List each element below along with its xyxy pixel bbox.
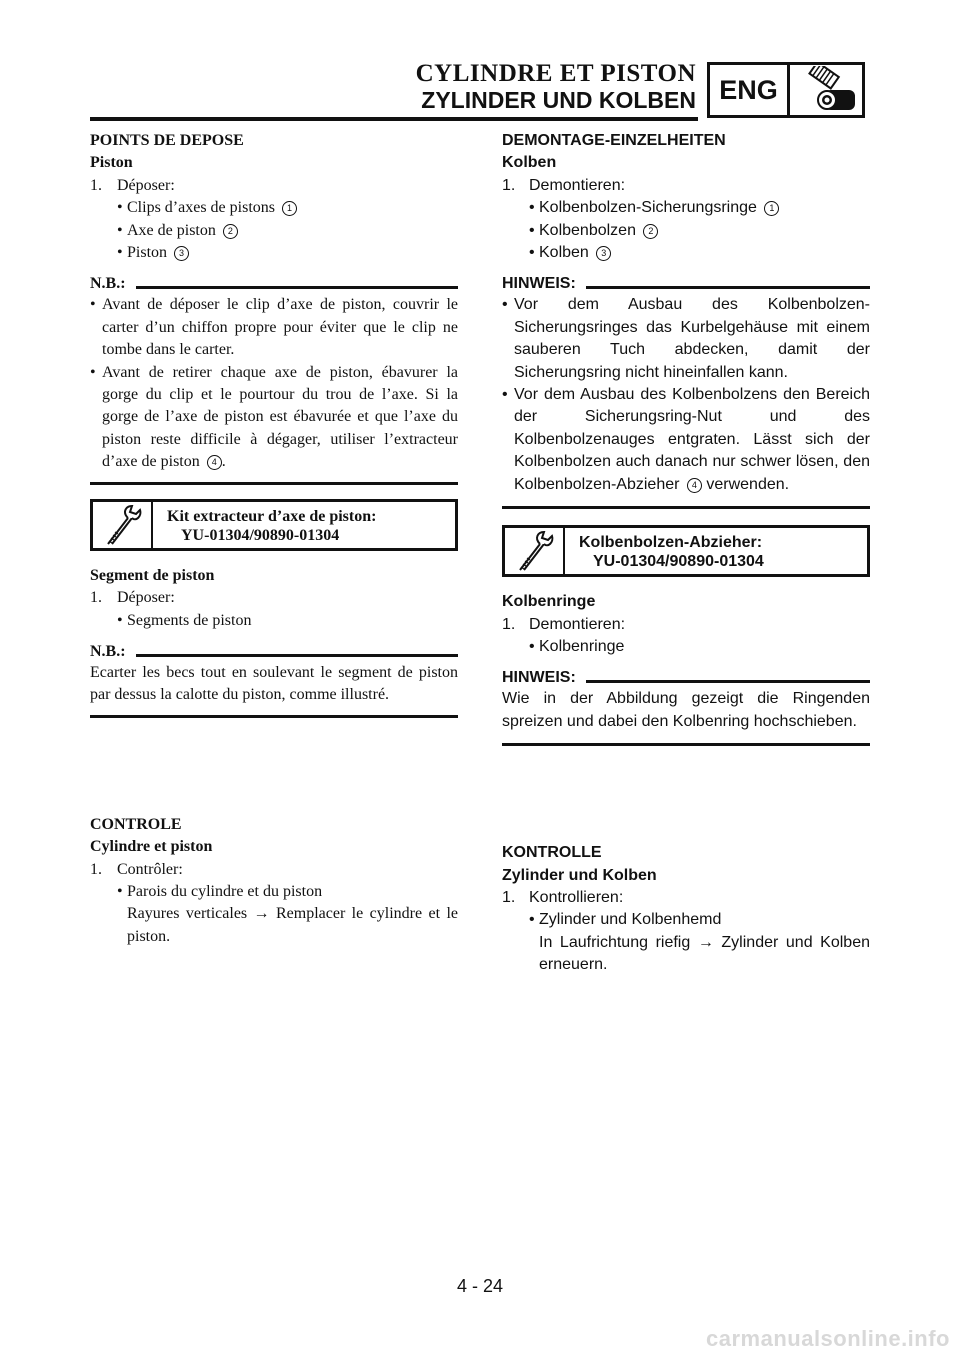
note-bullet: • Avant de déposer le clip d’axe de piston, couvrir le carter d’un chiffon propre pour éviter que le clip ne tombe dans le carter. (90, 296, 458, 359)
tool-name-fr: Kit extracteur d’axe de piston: (167, 507, 377, 525)
check-subheading-fr: Cylindre et piston (90, 838, 213, 856)
note-end-rule (90, 482, 458, 485)
list-item: • Zylinder und Kolbenhemd (529, 911, 722, 929)
engine-parts-icon (791, 66, 861, 114)
header-rule (90, 117, 698, 121)
language-badge (707, 62, 865, 118)
list-item: • Segments de piston (117, 611, 252, 629)
note-end-rule (502, 506, 870, 509)
note-header-fr (90, 274, 458, 294)
piston-heading-fr: Piston (90, 154, 133, 172)
note-text-fr: Ecarter les becs tout en soulevant le segment de piston par dessus la calotte du piston, comme illustré. (90, 663, 458, 704)
check-step-de: Kontrollieren: (529, 888, 624, 906)
wrench-icon (102, 504, 142, 546)
tool-part-number-de: YU-01304/90890-01304 (593, 553, 764, 571)
note-text-de: Wie in der Abbildung gezeigt die Ringenden spreizen und dabei den Kolbenring hochschieben. (502, 690, 870, 730)
piston-heading-de: Kolben (502, 154, 557, 172)
removal-heading-de: DEMONTAGE-EINZELHEITEN (502, 132, 726, 149)
special-tool-box-fr (90, 499, 458, 551)
note-bullet: • Vor dem Ausbau des Kolbenbolzen-Sicherungsringes das Kurbelgehäuse mit einem sauberen Tuch abdecken, damit der Sicherungsring nicht hineinfallen kann. (502, 296, 870, 381)
list-item: • Axe de piston 2 (90, 220, 458, 242)
list-item: • Kolbenbolzen-Sicherungsringe 1 (502, 197, 870, 219)
check-detail-fr: Rayures verticales → Remplacer le cylindre et le piston. (127, 905, 458, 945)
list-item: • Piston 3 (90, 242, 458, 264)
ring-heading-fr: Segment de piston (90, 566, 215, 584)
list-item: • Clips d’axes de pistons 1 (90, 197, 458, 219)
step-label-fr: Déposer: (117, 176, 175, 194)
removal-heading-fr: POINTS DE DEPOSE (90, 132, 244, 149)
step-label-de: Demontieren: (529, 176, 626, 194)
note-header-de-2: HINWEIS: (502, 668, 870, 688)
check-detail-de: In Laufrichtung riefig → Zylinder und Kolben erneuern. (539, 933, 870, 974)
note-bullet: • Avant de retirer chaque axe de piston, ébavurer la gorge du clip et le pourtour du trou de l’axe. Si la gorge de l’axe de piston est ébavurée et que l’axe du piston reste difficile à dégager, utiliser l’extracteur d’axe de piston 4 . (90, 363, 458, 471)
check-heading-de: KONTROLLE (502, 844, 602, 862)
ring-heading-de: Kolbenringe (502, 593, 596, 611)
list-item: • Parois du cylindre et du piston (117, 882, 323, 900)
list-item: • Kolbenbolzen 2 (502, 220, 870, 242)
list-item: • Kolbenringe (529, 637, 625, 655)
check-subheading-de: Zylinder und Kolben (502, 866, 657, 884)
tool-name-de: Kolbenbolzen-Abzieher: (579, 534, 763, 552)
ring-step-fr: Déposer: (117, 589, 175, 607)
tool-part-number-fr: YU-01304/90890-01304 (181, 526, 340, 544)
list-item: • Kolben 3 (502, 242, 870, 264)
note-label: N.B.: (90, 275, 126, 293)
note-header-fr-2: N.B.: (90, 642, 458, 662)
page-number: 4 - 24 (456, 1276, 504, 1296)
section-title-de: ZYLINDER UND KOLBEN (421, 87, 696, 113)
check-step-fr: Contrôler: (117, 860, 183, 878)
special-tool-box-de (502, 525, 870, 577)
column-german: DEMONTAGE-EINZELHEITEN Kolben 1. Demontieren: • Kolbenbolzen-Sicherungsringe 1 • Kolbenbolzen 2 • Kolben 3 HINWEIS: • Vor dem Ausbau des Kolbenbolzen-Sicherungsringes das Kurbelgehäuse mit einem sauberen Tuch abdecken, damit der Sicherungsring nicht hineinfallen kann. • Vor dem Ausbau des Kolbenbolzens den Bereich der Sicherungsring-Nut und des Kolbenbolzenauges entgraten. Lässt sich der Kolbenbolzen auch danach nur schwer lösen, den Kolbenbolzen-Abzieher 4 verwenden. Kolbenbolzen-Abzieher: YU-01304/90890-01304 Kolbenringe 1. Demontieren: • Kolbenringe HINWEIS: Wie in der Abbildung gezeigt die Ringenden spreizen und dabei den Kolbenring hochschieben. KONTROLLE Zylinder und Kolben 1. Kontrollieren: • Zylinder und Kolbenhemd In Laufrichtung riefig → Zylinder und Kolben erneuern. (502, 130, 870, 977)
wrench-icon (514, 530, 554, 572)
note-bullet: • Vor dem Ausbau des Kolbenbolzens den Bereich der Sicherungsring-Nut und des Kolbenbolzenauges entgraten. Lässt sich der Kolbenbolzen auch danach nur schwer lösen, den Kolbenbolzen-Abzieher 4 verwenden. (502, 386, 870, 493)
watermark: carmanualsonline.info (706, 1326, 950, 1351)
note-header-de (502, 274, 870, 294)
ring-step-de: Demontieren: (529, 615, 626, 633)
column-french: POINTS DE DEPOSE Piston 1. Déposer: • Clips d’axes de pistons 1 • Axe de piston 2 • Piston 3 N.B.: • Avant de déposer le clip d’axe de piston, couvrir le carter d’un chiffon propre pour éviter que le clip ne tombe dans le carter. • Avant de retirer chaque axe de piston, ébavurer la gorge du clip et le pourtour du trou de l’axe. Si la gorge de l’axe de piston est ébavurée et que l’axe du piston reste difficile à dégager, utiliser l’extracteur d’axe de piston 4 . Kit extracteur d’axe de piston: YU-01304/90890-01304 Segment de piston 1. Déposer: • Segments de piston N.B.: Ecarter les becs tout en soulevant le segment de piston par dessus la calotte du piston, comme illustré. CONTROLE Cylindre et piston 1. Contrôler: • Parois du cylindre et du piston Rayures verticales → Remplacer le cylindre et le piston. (90, 130, 458, 948)
language-label: ENG (710, 65, 790, 115)
section-title-fr: CYLINDRE ET PISTON (415, 60, 696, 87)
check-heading-fr: CONTROLE (90, 815, 182, 833)
note-label: HINWEIS: (502, 275, 576, 293)
step-number: 1. (90, 176, 102, 194)
